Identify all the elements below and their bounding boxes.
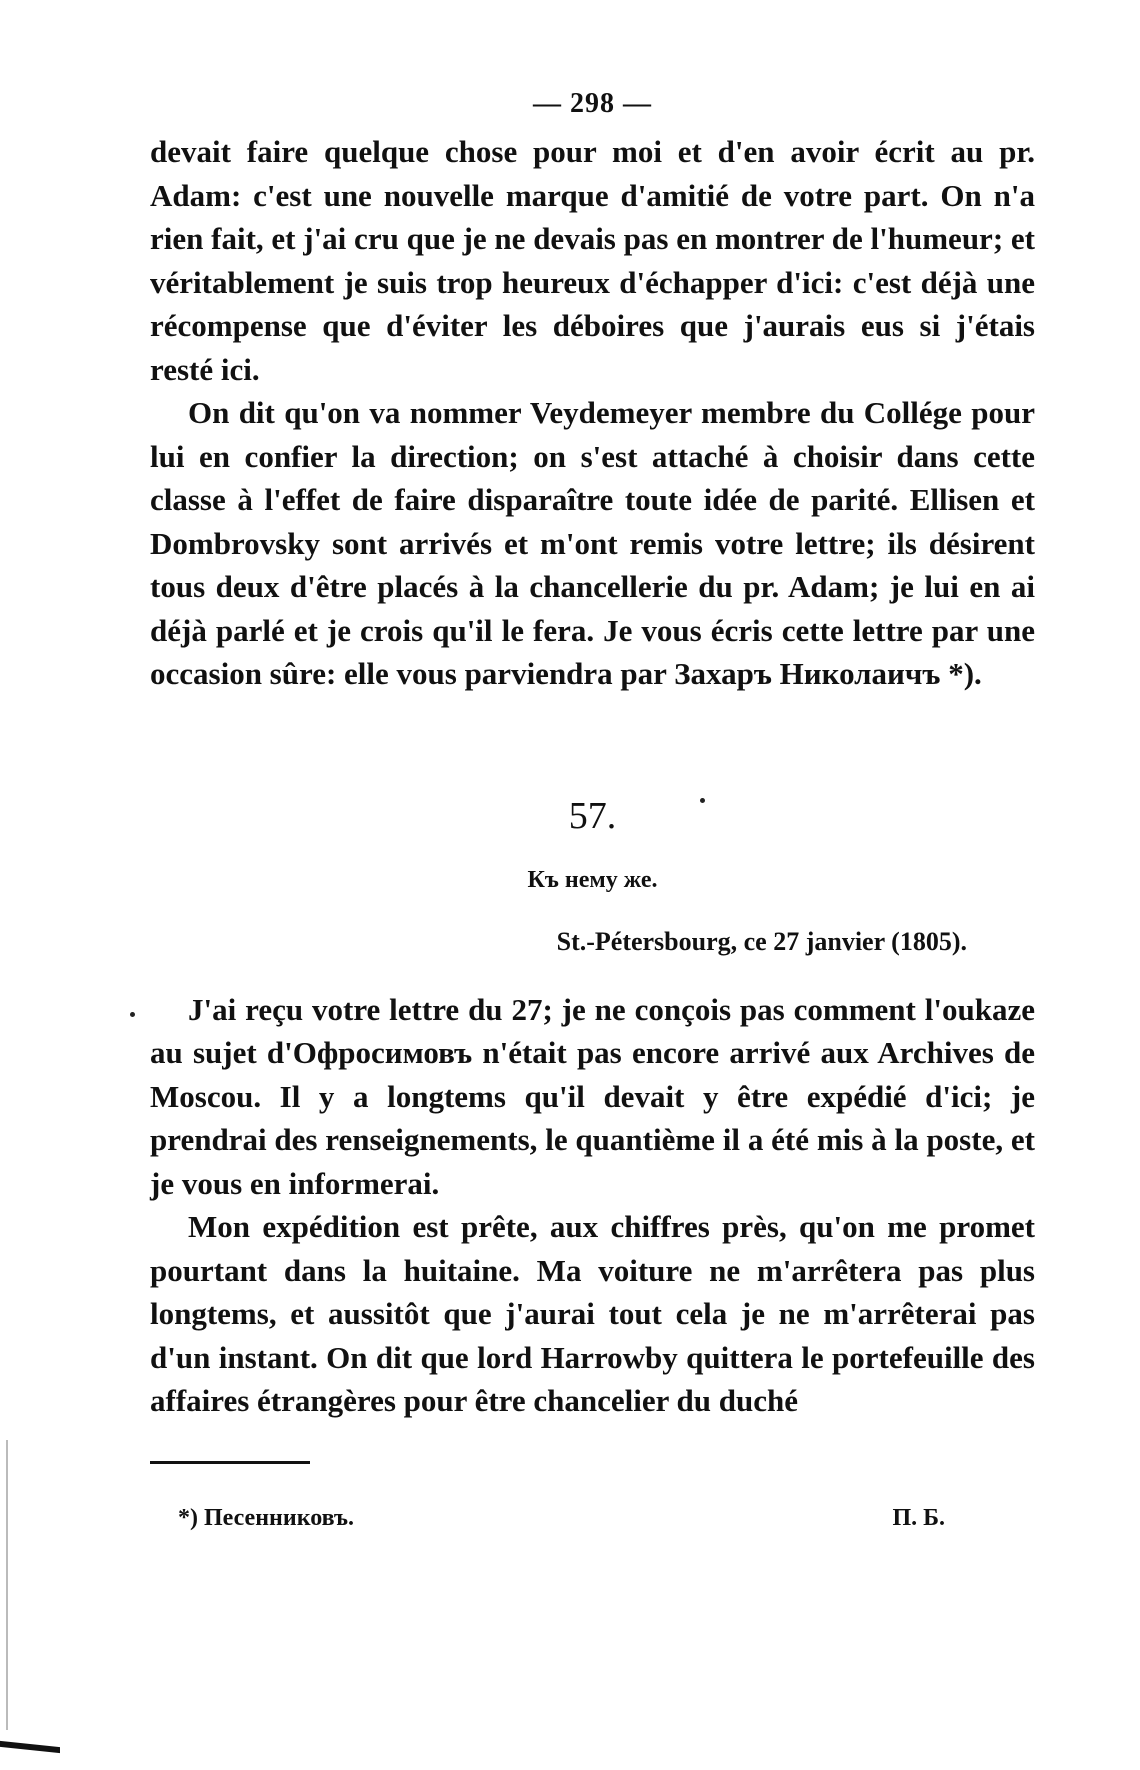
footnote xyxy=(150,1498,1035,1538)
print-speck xyxy=(700,798,705,803)
letter-number: 57. xyxy=(568,794,617,837)
paragraph: Mon expédition est prête, aux chiffres près, qu'on me promet pourtant dans la huitaine. Ma voiture ne m'arrêtera pas plus longtems, et aussitôt que j'aurai tout cela je ne m'arrêterai pas d'un instant. On dit que lord Harrowby quittera le portefeuille des affaires étrangères pour être chancelier du duché xyxy=(150,1209,1035,1418)
paragraph: On dit qu'on va nommer Veydemeyer membre du Collége pour lui en confier la direction; on s'est attaché à choisir dans cette classe à l'effet de faire disparaître toute idée de parité. Ellisen et Dombrovsky sont arrivés et m'ont remis votre lettre; ils désirent tous deux d'être placés à la chancellerie du pr. Adam; je lui en ai déjà parlé et je crois qu'il le fera. Je vous écris cette lettre par une occasion sûre: elle vous parviendra par Захаръ Николаичъ *). xyxy=(150,395,1035,691)
letter-text xyxy=(150,988,1035,1423)
letter-addressee: Къ нему же. xyxy=(527,866,658,893)
letter-dateline: St.-Pétersbourg, ce 27 janvier (1805). xyxy=(556,926,967,956)
editor-initials: П. Б. xyxy=(892,1504,945,1531)
continuation-text xyxy=(150,130,1035,696)
page-edge-mark xyxy=(0,1741,60,1753)
print-speck xyxy=(130,1012,135,1017)
paragraph: J'ai reçu votre lettre du 27; je ne conçois pas comment l'oukaze au sujet d'Офросимовъ n'était pas encore arrivé aux Archives de Moscou. Il y a longtems qu'il devait y être expédié d'ici; je prendrai des renseignements, le quantième il a été mis à la poste, et je vous en informerai. xyxy=(150,991,1035,1201)
paragraph: devait faire quelque chose pour moi et d'en avoir écrit au pr. Adam: c'est une nouvelle marque d'amitié de votre part. On n'a rien fait, et j'ai cru que je ne devais pas en montrer de l'humeur; et véritablement je suis trop heureux d'échapper d'ici: c'est déjà une récompense que d'éviter les déboires que j'aurais eus si j'étais resté ici. xyxy=(150,134,1035,387)
page-edge-line xyxy=(6,1440,8,1730)
footnote-divider xyxy=(150,1461,310,1464)
book-page xyxy=(150,78,1035,1718)
footnote-text: *) Песенниковъ. xyxy=(178,1504,354,1531)
page-number: — 298 — xyxy=(533,88,652,119)
